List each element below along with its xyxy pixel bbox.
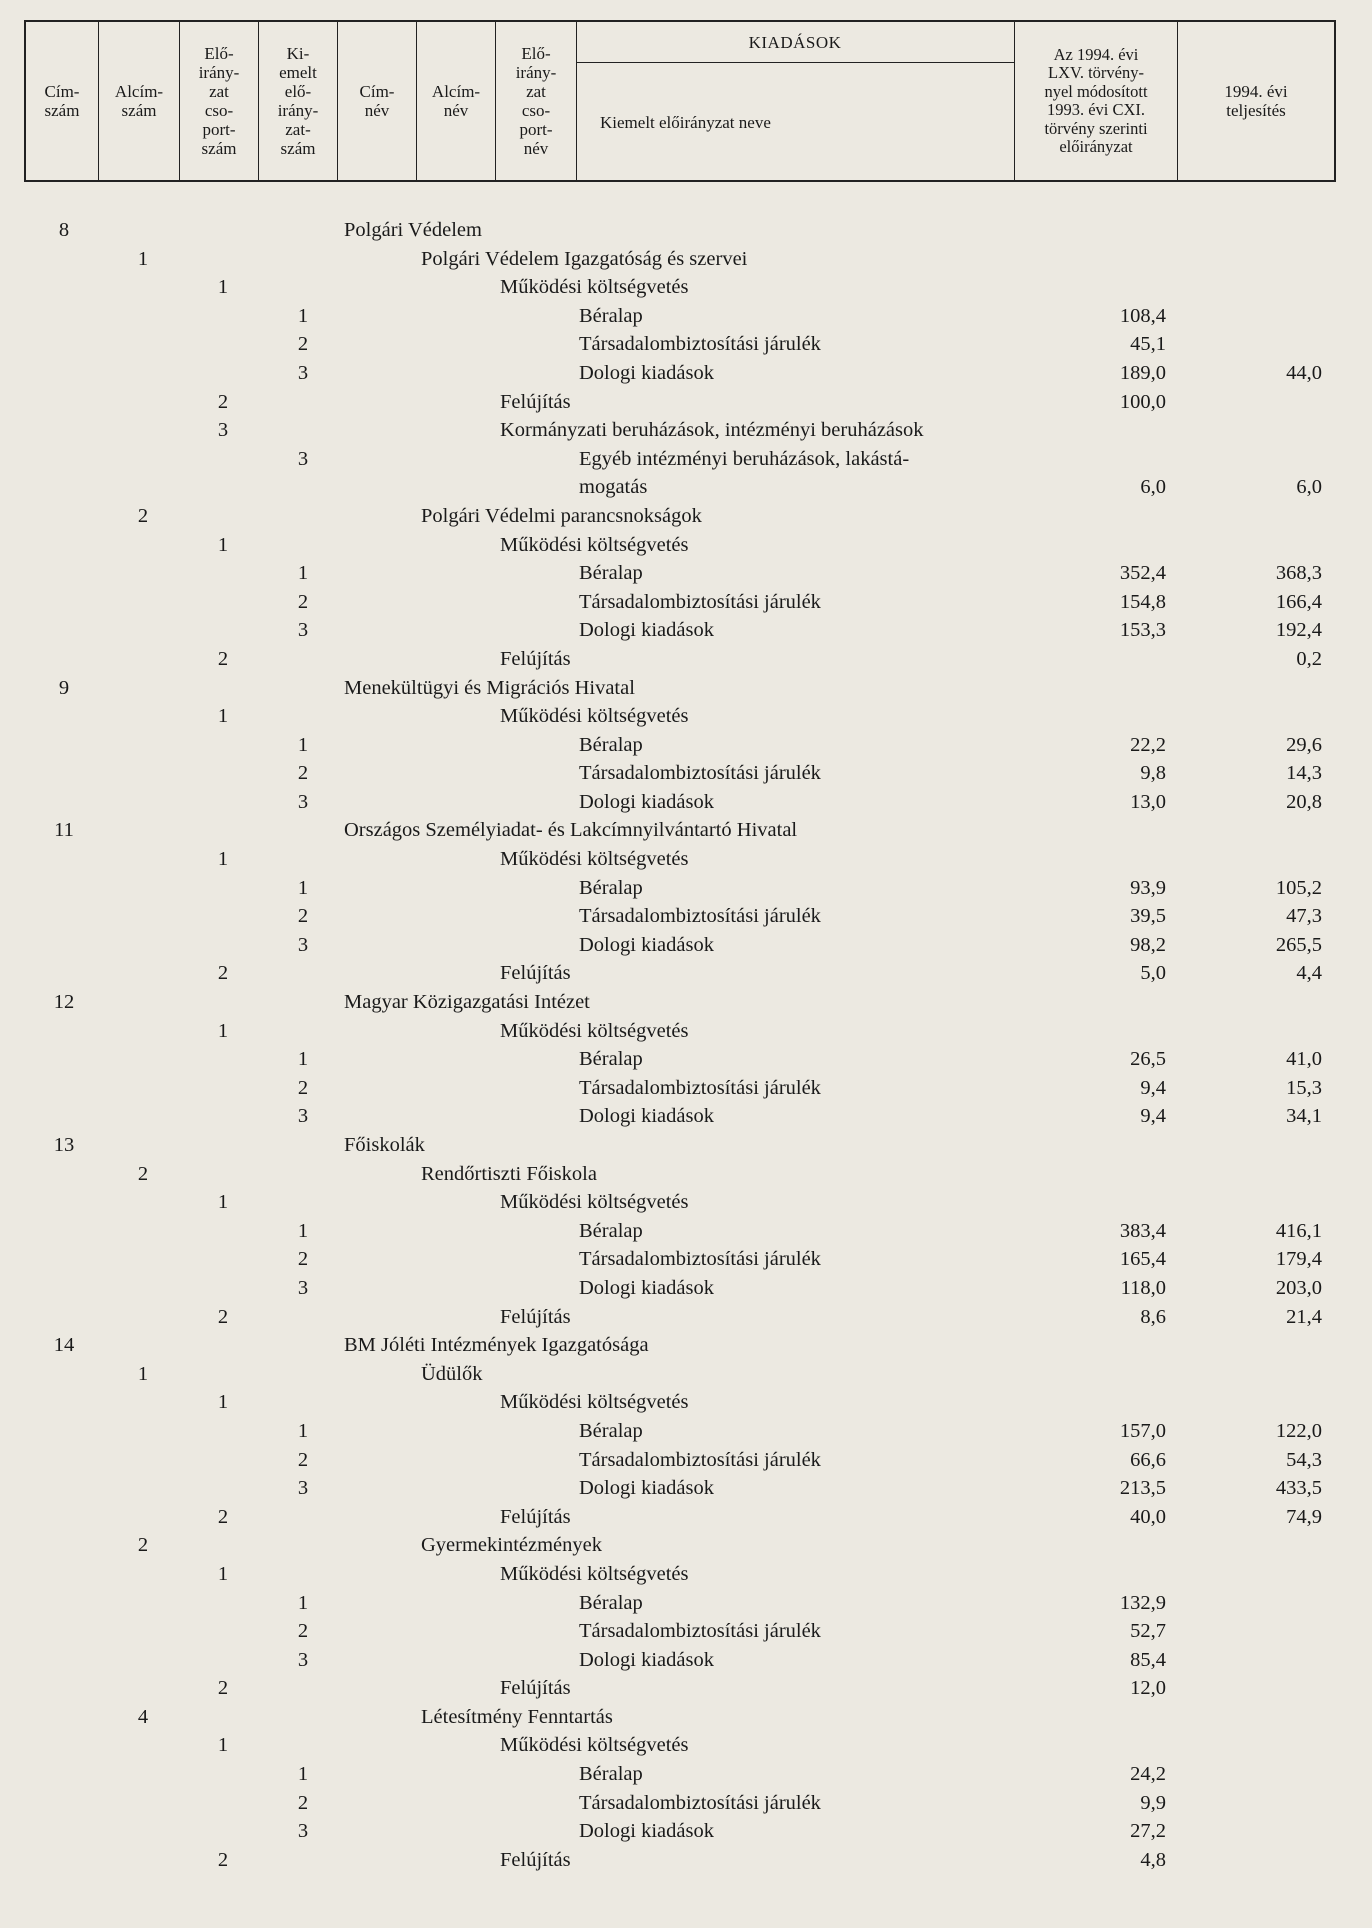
table-row: [0, 816, 1372, 845]
eloiranyzat-value: 9,9: [1140, 1791, 1166, 1814]
teljesites-value: 368,3: [1275, 562, 1322, 585]
table-row: [0, 1160, 1372, 1189]
row-number: 1: [217, 1191, 229, 1214]
eloiranyzat-value: 5,0: [1140, 962, 1166, 985]
header-cim-szam: Cím- szám: [44, 82, 80, 120]
table-row: [0, 359, 1372, 388]
row-label: Működési költségvetés: [500, 1734, 689, 1757]
eloiranyzat-value: 8,6: [1140, 1305, 1166, 1328]
eloiranyzat-value: 22,2: [1130, 733, 1166, 756]
eloiranyzat-value: 52,7: [1130, 1620, 1166, 1643]
eloiranyzat-value: 157,0: [1119, 1419, 1166, 1442]
eloiranyzat-value: 352,4: [1119, 562, 1166, 585]
row-label: Kormányzati beruházások, intézményi beruházások: [500, 419, 924, 442]
eloiranyzat-value: 213,5: [1119, 1477, 1166, 1500]
table-row: [0, 1303, 1372, 1332]
header-cim-nev: Cím- név: [359, 82, 395, 120]
table-row: [0, 1217, 1372, 1246]
teljesites-value: 203,0: [1275, 1276, 1322, 1299]
table-row: [0, 1360, 1372, 1389]
table-row: [0, 759, 1372, 788]
table-row: [0, 302, 1372, 331]
row-number: 1: [217, 848, 229, 871]
row-number: 1: [297, 1591, 309, 1614]
teljesites-value: 105,2: [1275, 876, 1322, 899]
row-label: Béralap: [579, 876, 643, 899]
row-number: 2: [297, 590, 309, 613]
eloiranyzat-value: 27,2: [1130, 1820, 1166, 1843]
table-row: [0, 1589, 1372, 1618]
eloiranyzat-value: 85,4: [1130, 1648, 1166, 1671]
row-number: 1: [217, 1562, 229, 1585]
header-teljesites: 1994. évi teljesítés: [1224, 82, 1288, 120]
row-label: Béralap: [579, 1591, 643, 1614]
table-row: [0, 616, 1372, 645]
table-row: [0, 1102, 1372, 1131]
table-row: [0, 502, 1372, 531]
row-label: Gyermekintézmények: [421, 1534, 603, 1557]
table-row: [0, 702, 1372, 731]
row-number: 1: [217, 276, 229, 299]
row-label: Béralap: [579, 1048, 643, 1071]
row-number: 2: [297, 762, 309, 785]
row-label: Üdülők: [421, 1362, 483, 1385]
row-label: Felújítás: [500, 1305, 571, 1328]
teljesites-value: 4,4: [1296, 962, 1322, 985]
row-number: 2: [217, 390, 229, 413]
row-number: 3: [297, 1105, 309, 1128]
table-row: [0, 1045, 1372, 1074]
teljesites-value: 433,5: [1275, 1477, 1322, 1500]
table-row: [0, 902, 1372, 931]
row-number: 1: [137, 247, 149, 270]
row-number: 2: [217, 1305, 229, 1328]
row-number: 1: [137, 1362, 149, 1385]
table-row: [0, 445, 1372, 474]
row-label: Felújítás: [500, 962, 571, 985]
row-label: Egyéb intézményi beruházások, lakástá-: [579, 447, 910, 470]
row-label: Működési költségvetés: [500, 1562, 689, 1585]
eloiranyzat-value: 9,8: [1140, 762, 1166, 785]
row-number: 1: [297, 1763, 309, 1786]
eloiranyzat-value: 153,3: [1119, 619, 1166, 642]
teljesites-value: 0,2: [1296, 647, 1322, 670]
eloiranyzat-value: 26,5: [1130, 1048, 1166, 1071]
table-header: [24, 20, 1336, 182]
table-row: [0, 1703, 1372, 1732]
table-row: [0, 1017, 1372, 1046]
row-number: 3: [297, 1820, 309, 1843]
row-number: 2: [297, 1620, 309, 1643]
table-row: [0, 1817, 1372, 1846]
table-row: [0, 531, 1372, 560]
teljesites-value: 29,6: [1286, 733, 1322, 756]
row-number: 3: [297, 933, 309, 956]
table-body: [0, 216, 1372, 1874]
teljesites-value: 14,3: [1286, 762, 1322, 785]
row-number: 2: [297, 1448, 309, 1471]
row-label: Rendőrtiszti Főiskola: [421, 1162, 597, 1185]
row-label: Polgári Védelmi parancsnokságok: [421, 504, 702, 527]
teljesites-value: 416,1: [1275, 1219, 1322, 1242]
table-row: [0, 1388, 1372, 1417]
row-label: Béralap: [579, 1763, 643, 1786]
row-label: Működési költségvetés: [500, 533, 689, 556]
row-label: Társadalombiztosítási járulék: [579, 1791, 821, 1814]
row-label: Társadalombiztosítási járulék: [579, 590, 821, 613]
eloiranyzat-value: 108,4: [1119, 304, 1166, 327]
eloiranyzat-value: 12,0: [1130, 1677, 1166, 1700]
row-number: 3: [297, 1276, 309, 1299]
row-number: 3: [297, 619, 309, 642]
eloiranyzat-value: 6,0: [1140, 476, 1166, 499]
table-row: [0, 273, 1372, 302]
row-label: Dologi kiadások: [579, 1477, 714, 1500]
teljesites-value: 20,8: [1286, 790, 1322, 813]
row-number: 9: [58, 676, 70, 699]
table-row: [0, 588, 1372, 617]
row-number: 1: [297, 304, 309, 327]
row-label: Dologi kiadások: [579, 933, 714, 956]
row-number: 2: [217, 1848, 229, 1871]
header-eloiranyzat-csoport-szam: Elő- irány- zat cso- port- szám: [198, 44, 240, 158]
row-number: 11: [54, 819, 74, 842]
row-label: Felújítás: [500, 1505, 571, 1528]
table-row: [0, 1789, 1372, 1818]
row-number: 2: [217, 1677, 229, 1700]
header-kiemelt-eloiranyzat-neve: Kiemelt előirányzat neve: [600, 112, 771, 132]
row-label: Főiskolák: [344, 1134, 425, 1156]
table-row: [0, 1760, 1372, 1789]
row-number: 2: [217, 962, 229, 985]
table-row: [0, 1274, 1372, 1303]
row-number: 3: [297, 1477, 309, 1500]
table-row: [0, 1503, 1372, 1532]
table-row: [0, 330, 1372, 359]
table-row: [0, 874, 1372, 903]
table-row: [0, 788, 1372, 817]
row-label: Társadalombiztosítási járulék: [579, 333, 821, 356]
row-number: 12: [53, 991, 75, 1014]
row-label: Magyar Közigazgatási Intézet: [344, 991, 590, 1014]
row-label: Működési költségvetés: [500, 848, 689, 871]
teljesites-value: 179,4: [1275, 1248, 1322, 1271]
row-label: Létesítmény Fenntartás: [421, 1705, 613, 1728]
teljesites-value: 54,3: [1286, 1448, 1322, 1471]
row-number: 2: [297, 905, 309, 928]
row-number: 14: [53, 1334, 75, 1357]
row-number: 2: [217, 1505, 229, 1528]
table-row: [0, 959, 1372, 988]
row-number: 2: [137, 1534, 149, 1557]
table-row: [0, 416, 1372, 445]
teljesites-value: 192,4: [1275, 619, 1322, 642]
row-label: Társadalombiztosítási járulék: [579, 905, 821, 928]
table-row: [0, 1417, 1372, 1446]
table-row: [0, 388, 1372, 417]
row-label: Működési költségvetés: [500, 1391, 689, 1414]
table-row: [0, 931, 1372, 960]
row-number: 2: [297, 333, 309, 356]
row-label: Társadalombiztosítási járulék: [579, 1448, 821, 1471]
row-label: Felújítás: [500, 647, 571, 670]
row-number: 13: [53, 1134, 75, 1156]
row-label: Béralap: [579, 1219, 643, 1242]
row-number: 3: [297, 1648, 309, 1671]
table-row: [0, 1074, 1372, 1103]
row-label: Dologi kiadások: [579, 1648, 714, 1671]
row-label: Felújítás: [500, 1848, 571, 1871]
row-label: Béralap: [579, 562, 643, 585]
teljesites-value: 34,1: [1286, 1105, 1322, 1128]
table-row: [0, 1731, 1372, 1760]
table-row: [0, 245, 1372, 274]
table-row: [0, 1131, 1372, 1160]
row-label: Menekültügyi és Migrációs Hivatal: [344, 676, 635, 699]
table-row: [0, 731, 1372, 760]
row-number: 3: [297, 790, 309, 813]
row-label: Dologi kiadások: [579, 1105, 714, 1128]
row-number: 1: [297, 1419, 309, 1442]
row-label: Felújítás: [500, 1677, 571, 1700]
table-row: [0, 1245, 1372, 1274]
table-row: [0, 559, 1372, 588]
row-label: Társadalombiztosítási járulék: [579, 1620, 821, 1643]
row-number: 2: [137, 1162, 149, 1185]
row-label: Dologi kiadások: [579, 1820, 714, 1843]
row-number: 1: [297, 562, 309, 585]
teljesites-value: 47,3: [1286, 905, 1322, 928]
teljesites-value: 74,9: [1286, 1505, 1322, 1528]
table-row: [0, 645, 1372, 674]
teljesites-value: 166,4: [1275, 590, 1322, 613]
eloiranyzat-value: 9,4: [1140, 1105, 1166, 1128]
eloiranyzat-value: 39,5: [1130, 905, 1166, 928]
table-row: [0, 1674, 1372, 1703]
teljesites-value: 15,3: [1286, 1076, 1322, 1099]
table-row: [0, 216, 1372, 245]
row-label: Működési költségvetés: [500, 705, 689, 728]
row-number: 1: [217, 1391, 229, 1414]
row-label: Polgári Védelem Igazgatóság és szervei: [421, 247, 748, 270]
eloiranyzat-value: 9,4: [1140, 1076, 1166, 1099]
table-row: [0, 1474, 1372, 1503]
header-eloiranyzat: Az 1994. évi LXV. törvény- nyel módosított 1993. évi CXI. törvény szerinti előirányzat: [1044, 44, 1148, 156]
row-label: Béralap: [579, 1419, 643, 1442]
row-number: 1: [297, 1048, 309, 1071]
eloiranyzat-value: 189,0: [1119, 361, 1166, 384]
header-alcim-nev: Alcím- név: [431, 82, 481, 120]
teljesites-value: 44,0: [1286, 361, 1322, 384]
row-label: Béralap: [579, 304, 643, 327]
table-row: [0, 674, 1372, 703]
table-row: [0, 1560, 1372, 1589]
row-label: mogatás: [579, 476, 648, 499]
teljesites-value: 41,0: [1286, 1048, 1322, 1071]
row-label: Társadalombiztosítási járulék: [579, 762, 821, 785]
header-kiemelt-eloiranyzat-szam: Ki- emelt elő- irány- zat- szám: [277, 44, 319, 158]
table-row: [0, 845, 1372, 874]
row-label: Társadalombiztosítási járulék: [579, 1248, 821, 1271]
row-label: Dologi kiadások: [579, 361, 714, 384]
row-number: 1: [297, 1219, 309, 1242]
table-row: [0, 1446, 1372, 1475]
row-label: Működési költségvetés: [500, 1191, 689, 1214]
row-label: Dologi kiadások: [579, 790, 714, 813]
row-label: Béralap: [579, 733, 643, 756]
row-number: 1: [297, 876, 309, 899]
teljesites-value: 265,5: [1275, 933, 1322, 956]
eloiranyzat-value: 4,8: [1140, 1848, 1166, 1871]
row-label: Társadalombiztosítási járulék: [579, 1076, 821, 1099]
eloiranyzat-value: 118,0: [1120, 1276, 1166, 1299]
table-row: [0, 1846, 1372, 1875]
row-number: 8: [58, 219, 70, 241]
row-label: Dologi kiadások: [579, 1276, 714, 1299]
eloiranyzat-value: 383,4: [1119, 1219, 1166, 1242]
row-number: 4: [137, 1705, 149, 1728]
eloiranyzat-value: 24,2: [1130, 1763, 1166, 1786]
row-label: Polgári Védelem: [344, 219, 482, 241]
table-row: [0, 1531, 1372, 1560]
row-label: Országos Személyiadat- és Lakcímnyilvántartó Hivatal: [344, 819, 798, 842]
row-label: Felújítás: [500, 390, 571, 413]
eloiranyzat-value: 98,2: [1130, 933, 1166, 956]
row-number: 1: [217, 1019, 229, 1042]
row-number: 2: [297, 1248, 309, 1271]
eloiranyzat-value: 154,8: [1119, 590, 1166, 613]
table-row: [0, 1646, 1372, 1675]
header-alcim-szam: Alcím- szám: [114, 82, 164, 120]
eloiranyzat-value: 93,9: [1130, 876, 1166, 899]
row-number: 2: [137, 504, 149, 527]
row-number: 2: [217, 647, 229, 670]
row-number: 1: [217, 705, 229, 728]
teljesites-value: 6,0: [1296, 476, 1322, 499]
eloiranyzat-value: 100,0: [1119, 390, 1166, 413]
row-number: 1: [217, 1734, 229, 1757]
table-row: [0, 988, 1372, 1017]
eloiranyzat-value: 13,0: [1130, 790, 1166, 813]
table-row: [0, 473, 1372, 502]
row-number: 2: [297, 1076, 309, 1099]
row-label: Működési költségvetés: [500, 1019, 689, 1042]
table-row: [0, 1617, 1372, 1646]
eloiranyzat-value: 45,1: [1130, 333, 1166, 356]
teljesites-value: 21,4: [1286, 1305, 1322, 1328]
row-label: BM Jóléti Intézmények Igazgatósága: [344, 1334, 649, 1357]
row-number: 3: [297, 447, 309, 470]
eloiranyzat-value: 165,4: [1119, 1248, 1166, 1271]
eloiranyzat-value: 40,0: [1130, 1505, 1166, 1528]
row-number: 1: [217, 533, 229, 556]
row-label: Dologi kiadások: [579, 619, 714, 642]
table-row: [0, 1188, 1372, 1217]
header-kiadasok: KIADÁSOK: [748, 32, 842, 52]
row-number: 1: [297, 733, 309, 756]
eloiranyzat-value: 132,9: [1119, 1591, 1166, 1614]
row-label: Működési költségvetés: [500, 276, 689, 299]
row-number: 3: [217, 419, 229, 442]
row-number: 3: [297, 361, 309, 384]
eloiranyzat-value: 66,6: [1130, 1448, 1166, 1471]
table-row: [0, 1331, 1372, 1360]
teljesites-value: 122,0: [1275, 1419, 1322, 1442]
header-eloiranyzat-csoport-nev: Elő- irány- zat cso- port- név: [515, 44, 557, 158]
row-number: 2: [297, 1791, 309, 1814]
